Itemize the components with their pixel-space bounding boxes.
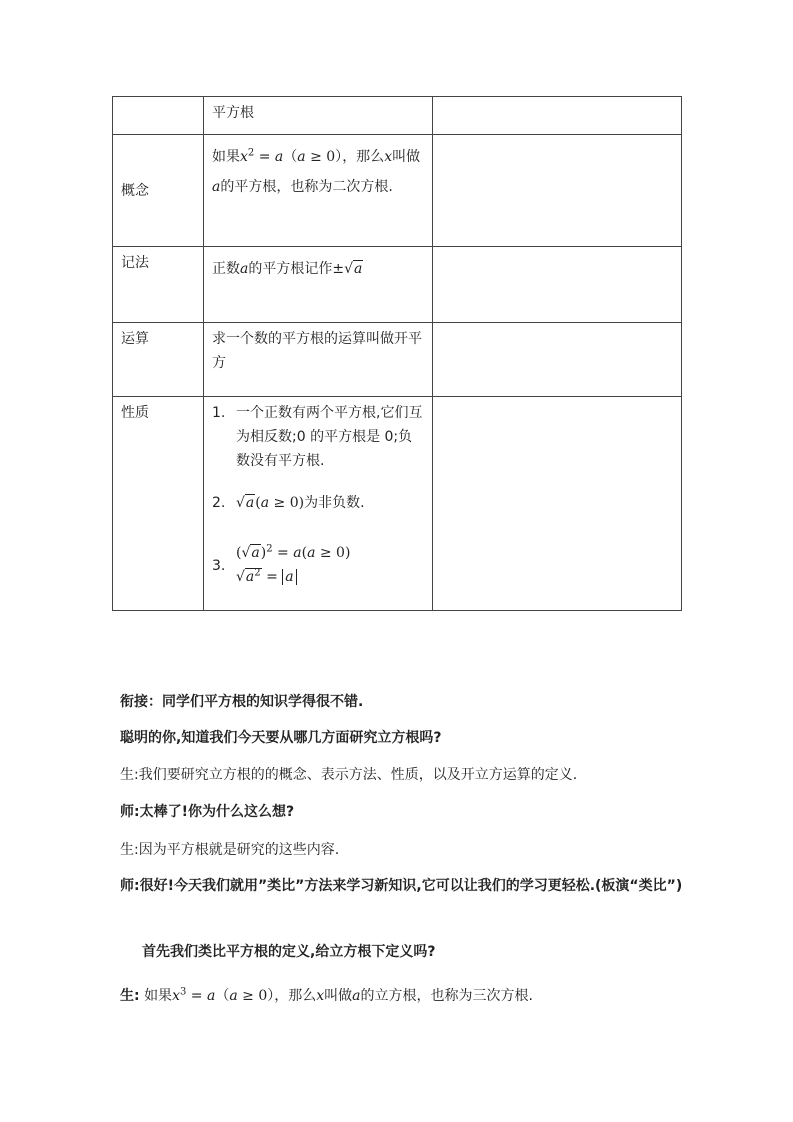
paragraph-cube-root-definition: 生: 如果$x^3 = a(a \ge 0)$，那么x叫做a的立方根，也称为三次方根. — [120, 986, 533, 1004]
row-label: 概念 — [121, 182, 149, 199]
row-label: 性质 — [121, 405, 149, 421]
property-list — [212, 401, 424, 593]
table-cell-empty — [433, 135, 682, 247]
operation-text: 求一个数的平方根的运算叫做开平方 — [212, 331, 422, 371]
table-cell-empty — [433, 397, 682, 611]
table-cell-empty — [433, 323, 682, 397]
square-root-table — [112, 96, 682, 611]
row-label-cell — [113, 397, 204, 611]
list-item: 1. 一个正数有两个平方根,它们互为相反数;0 的平方根是 0;负数没有平方根. — [212, 405, 423, 469]
notation-text: 正数a的平方根记作±√a — [212, 261, 363, 277]
row-label-cell — [113, 323, 204, 397]
table-row — [113, 323, 682, 397]
row-label: 运算 — [121, 331, 149, 347]
table-cell-empty — [433, 97, 682, 135]
paragraph-transition: 衔接：同学们平方根的知识学得很不错. — [120, 694, 364, 710]
paragraph-student: 生:因为平方根就是研究的这些内容. — [120, 842, 340, 858]
concept-cell — [204, 135, 433, 247]
list-item: 2. √a(a ≥ 0)为非负数. — [212, 495, 365, 511]
table-cell-empty — [433, 247, 682, 323]
table-cell-empty — [113, 97, 204, 135]
row-label-cell — [113, 135, 204, 247]
row-label-cell — [113, 247, 204, 323]
paragraph-teacher: 师:太棒了!你为什么这么想? — [120, 804, 295, 820]
table-row — [113, 97, 682, 135]
paragraph-define: 首先我们类比平方根的定义,给立方根下定义吗? — [142, 944, 436, 960]
paragraph-teacher-analogy: 师:很好!今天我们就用”类比”方法来学习新知识,它可以让我们的学习更轻松.(板演“类比”) — [120, 878, 683, 894]
operation-cell — [204, 323, 433, 397]
paragraph-question: 聪明的你,知道我们今天要从哪几方面研究立方根吗? — [120, 730, 442, 746]
table-header-text: 平方根 — [212, 105, 254, 121]
property-cell — [204, 397, 433, 611]
list-item: 3. $(√a)^2 = a(a \ge 0)$ $√a^2 = a$ — [212, 543, 351, 585]
paragraph-student-answer: 生:我们要研究立方根的的概念、表示方法、性质，以及开立方运算的定义. — [120, 767, 578, 783]
table-row — [113, 397, 682, 611]
concept-text: 如果$x^2 = a(a \ge 0)$，那么x叫做 a的平方根，也称为二次方根. — [212, 147, 421, 195]
notation-cell — [204, 247, 433, 323]
row-label: 记法 — [121, 255, 149, 271]
table-header-cell — [204, 97, 433, 135]
property-list-wrap — [204, 397, 432, 597]
table-row — [113, 135, 682, 247]
table-row — [113, 247, 682, 323]
